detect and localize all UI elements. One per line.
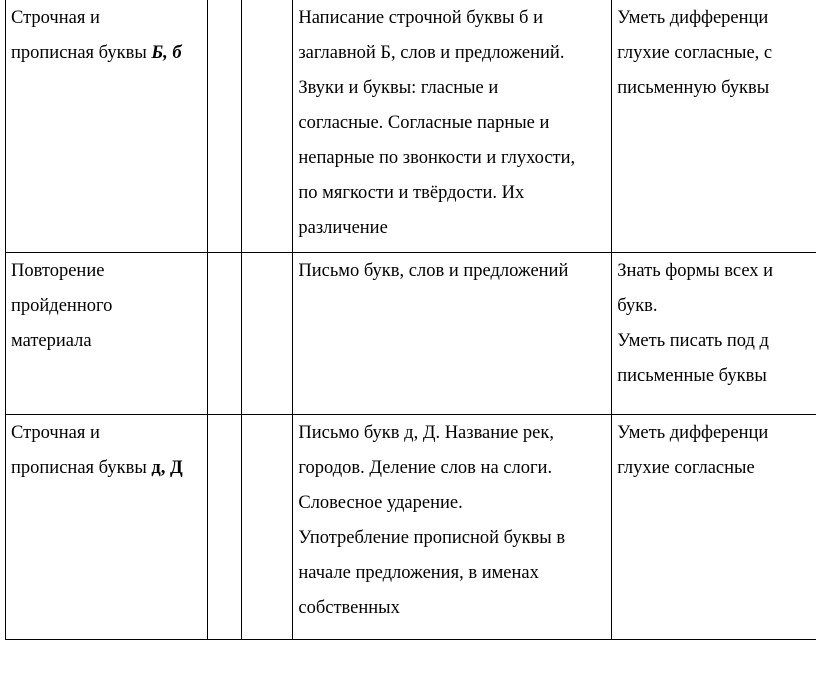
content-line: Письмо букв д, Д. Название рек, xyxy=(298,422,554,443)
topic-line: Повторение xyxy=(11,260,105,281)
content-line: Письмо букв, слов и предложений xyxy=(298,260,569,281)
lesson-plan-table xyxy=(5,0,816,640)
skills-cell xyxy=(612,252,816,414)
skills-line: глухие согласные, с xyxy=(617,43,773,63)
content-line: согласные. Согласные парные и xyxy=(298,113,550,133)
empty-cell xyxy=(207,252,241,414)
content-line: непарные по звонкости и глухости, xyxy=(298,148,576,168)
empty-cell xyxy=(242,252,293,414)
content-line: городов. Деление слов на слоги. xyxy=(298,457,553,478)
skills-line: Уметь писать под д xyxy=(617,330,769,351)
topic-line: Строчная и xyxy=(11,422,100,443)
topic-line: материала xyxy=(11,330,92,351)
topic-letters: д, Д xyxy=(151,457,183,478)
content-cell xyxy=(293,414,612,639)
skills-line: Уметь дифференци xyxy=(617,8,769,28)
content-line: Написание строчной буквы б и xyxy=(298,8,543,28)
table-row xyxy=(6,0,816,252)
empty-cell xyxy=(207,0,241,252)
topic-cell xyxy=(6,252,208,414)
empty-cell xyxy=(207,414,241,639)
skills-line: букв. xyxy=(617,295,658,316)
topic-prefix: прописная буквы xyxy=(11,43,152,63)
topic-line: Строчная и xyxy=(11,8,100,28)
content-line: Звуки и буквы: гласные и xyxy=(298,78,499,98)
content-line: собственных xyxy=(298,597,400,618)
content-line: Употребление прописной буквы в xyxy=(298,527,566,548)
empty-cell xyxy=(242,414,293,639)
topic-prefix: прописная буквы xyxy=(11,457,152,478)
skills-line: Уметь дифференци xyxy=(617,422,769,443)
topic-line xyxy=(11,451,202,486)
table-row xyxy=(6,252,816,414)
content-line: начале предложения, в именах xyxy=(298,562,539,583)
content-line: по мягкости и твёрдости. Их xyxy=(298,183,525,203)
content-line: различение xyxy=(298,218,388,238)
skills-line: письменные буквы xyxy=(617,365,767,386)
topic-cell xyxy=(6,0,208,252)
skills-cell xyxy=(612,414,816,639)
skills-cell xyxy=(612,0,816,252)
skills-line: Знать формы всех и xyxy=(617,260,774,281)
topic-letters: Б, б xyxy=(151,43,182,63)
topic-line: пройденного xyxy=(11,295,113,316)
topic-line xyxy=(11,36,202,71)
content-cell xyxy=(293,0,612,252)
content-cell xyxy=(293,252,612,414)
skills-line: письменную буквы xyxy=(617,78,770,98)
skills-line: глухие согласные xyxy=(617,457,755,478)
topic-cell xyxy=(6,414,208,639)
empty-cell xyxy=(242,0,293,252)
content-line: Словесное ударение. xyxy=(298,492,463,513)
table-row xyxy=(6,414,816,639)
content-line: заглавной Б, слов и предложений. xyxy=(298,43,565,63)
